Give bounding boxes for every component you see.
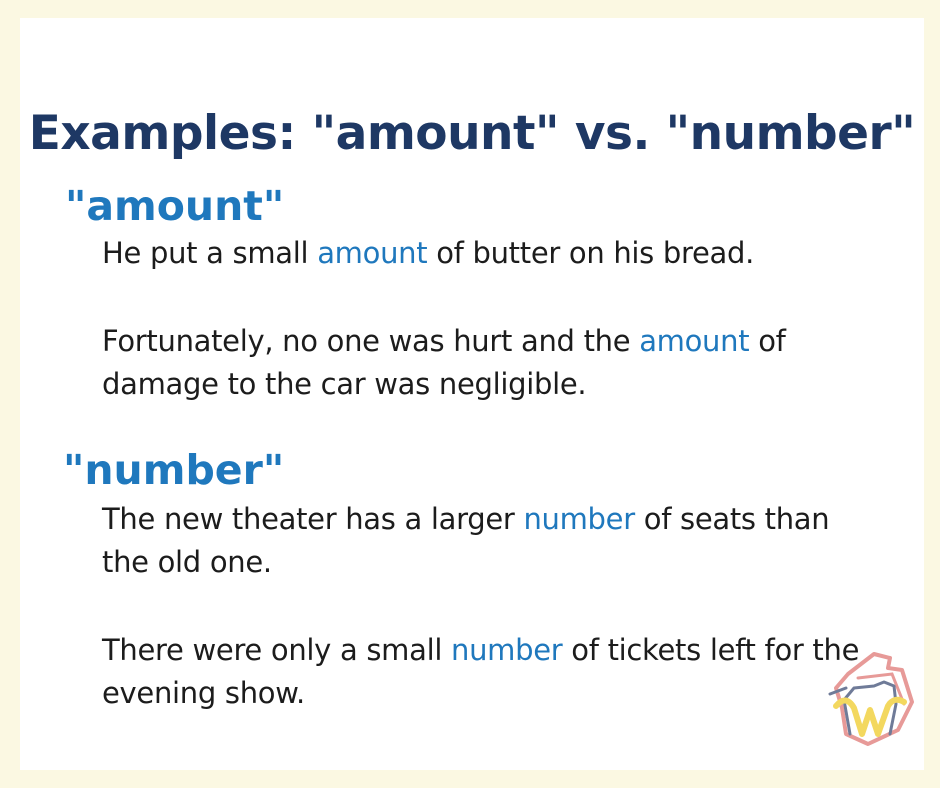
keyword-highlight: number (451, 633, 563, 667)
section-heading-amount: "amount" (65, 182, 285, 230)
example-sentence: Fortunately, no one was hurt and the amount of damage to the car was negligible. (102, 324, 786, 401)
page-title: Examples: "amount" vs. "number" (28, 106, 916, 161)
keyword-highlight: amount (639, 324, 750, 358)
w-letter-logo-icon (818, 648, 914, 748)
keyword-highlight: amount (317, 236, 428, 270)
keyword-highlight: number (523, 502, 635, 536)
example-sentence: The new theater has a larger number of seats than the old one. (102, 502, 830, 579)
section-heading-number: "number" (63, 446, 285, 494)
example-sentence: He put a small amount of butter on his bread. (102, 236, 755, 270)
example-sentence: There were only a small number of tickets left for the evening show. (102, 633, 860, 710)
content-card (20, 18, 924, 770)
